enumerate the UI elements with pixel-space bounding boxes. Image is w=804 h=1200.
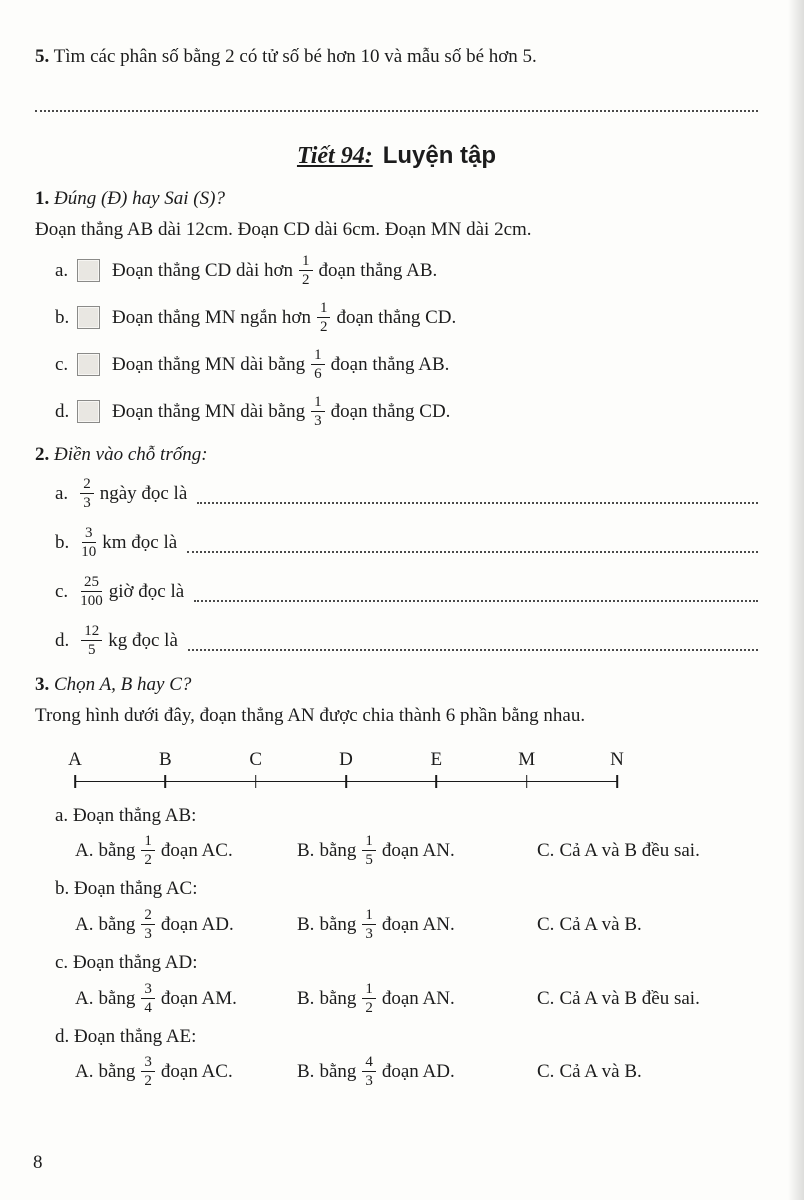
exercise-5-number: 5. bbox=[35, 46, 50, 67]
fraction-numerator: 1 bbox=[311, 347, 325, 365]
item-key: c. bbox=[55, 353, 69, 375]
item-unit-text: kg đọc là bbox=[108, 630, 178, 652]
item-text-pre: Đoạn thẳng MN ngắn hơn bbox=[112, 306, 311, 328]
tick-mark bbox=[165, 775, 167, 788]
question-2-prompt: Điền vào chỗ trống: bbox=[54, 443, 208, 465]
lesson-number: Tiết 94: bbox=[296, 142, 373, 169]
option-text-pre: bằng bbox=[319, 987, 357, 1009]
options-row bbox=[75, 904, 758, 946]
option-text-post: đoạn AN. bbox=[381, 840, 455, 862]
fraction-denominator: 100 bbox=[80, 593, 103, 610]
fraction-numerator: 2 bbox=[80, 476, 94, 494]
item-key: d. bbox=[55, 1025, 70, 1047]
option-text: Cả A và B đều sai. bbox=[559, 840, 700, 862]
question-1-number: 1. bbox=[35, 187, 50, 209]
item-text bbox=[112, 394, 450, 431]
q1-item-a bbox=[55, 251, 758, 291]
option-text-post: đoạn AD. bbox=[381, 1061, 455, 1083]
option-text-pre: bằng bbox=[319, 914, 357, 936]
number-line-figure bbox=[68, 745, 624, 791]
option-text-pre: bằng bbox=[319, 1061, 357, 1083]
option-B[interactable] bbox=[297, 907, 537, 944]
item-key: c. bbox=[55, 952, 69, 974]
point-label: N bbox=[610, 748, 624, 770]
item-key: d. bbox=[55, 630, 70, 652]
fraction bbox=[81, 525, 96, 562]
option-label: C. bbox=[537, 840, 555, 862]
fraction-numerator: 1 bbox=[362, 907, 376, 925]
option-text-pre: bằng bbox=[98, 987, 136, 1009]
fraction bbox=[80, 574, 103, 611]
item-text-pre: Đoạn thẳng MN dài bằng bbox=[112, 400, 306, 422]
point-label: B bbox=[158, 748, 172, 770]
exercise-5-text: Tìm các phân số bằng 2 có tử số bé hơn 10 và mẫu số bé hơn 5. bbox=[53, 46, 537, 67]
point-label: A bbox=[68, 748, 82, 770]
fraction bbox=[81, 623, 102, 660]
fraction bbox=[362, 1054, 376, 1091]
item-text-post: đoạn thẳng CD. bbox=[336, 306, 457, 328]
question-2-number: 2. bbox=[35, 443, 50, 465]
answer-line[interactable] bbox=[35, 110, 758, 112]
fraction bbox=[299, 253, 313, 290]
fraction bbox=[362, 981, 376, 1018]
tick-mark bbox=[255, 775, 257, 788]
option-text-post: đoạn AN. bbox=[381, 987, 455, 1009]
fraction-numerator: 2 bbox=[141, 907, 155, 925]
item-key: a. bbox=[55, 804, 69, 826]
q2-item-b bbox=[55, 523, 758, 564]
option-label: C. bbox=[537, 1061, 555, 1083]
option-text: Cả A và B đều sai. bbox=[559, 987, 700, 1009]
option-text-pre: bằng bbox=[98, 914, 136, 936]
option-B[interactable] bbox=[297, 981, 537, 1018]
q1-item-b bbox=[55, 298, 758, 338]
item-unit-text: ngày đọc là bbox=[99, 483, 188, 505]
options-row bbox=[75, 978, 758, 1020]
fraction-denominator: 3 bbox=[365, 926, 373, 943]
tick-mark bbox=[436, 775, 438, 788]
option-label: B. bbox=[297, 1061, 315, 1083]
fraction bbox=[311, 347, 325, 384]
item-text-pre: Đoạn thẳng MN dài bằng bbox=[112, 353, 306, 375]
question-3-prompt: Chọn A, B hay C? bbox=[54, 673, 192, 695]
fraction-denominator: 3 bbox=[314, 412, 322, 429]
fraction bbox=[141, 1054, 155, 1091]
options-row bbox=[75, 1051, 758, 1093]
q3-item-d bbox=[35, 1024, 758, 1094]
item-text-post: đoạn thẳng CD. bbox=[330, 400, 451, 422]
option-text-post: đoạn AC. bbox=[160, 1061, 233, 1083]
fraction-denominator: 5 bbox=[88, 642, 96, 659]
option-text-pre: bằng bbox=[98, 840, 136, 862]
q2-item-a bbox=[55, 474, 758, 515]
option-C[interactable] bbox=[537, 988, 758, 1010]
option-A[interactable] bbox=[75, 981, 297, 1018]
segment-label: Đoạn thẳng AD: bbox=[72, 952, 198, 974]
answer-checkbox[interactable] bbox=[77, 306, 100, 329]
item-text-pre: Đoạn thẳng CD dài hơn bbox=[112, 259, 294, 281]
lesson-name: Luyện tập bbox=[382, 141, 497, 169]
option-B[interactable] bbox=[297, 1054, 537, 1091]
option-C[interactable] bbox=[537, 914, 758, 936]
item-key: a. bbox=[55, 259, 69, 281]
exercise-5 bbox=[35, 44, 758, 112]
fraction-numerator: 1 bbox=[299, 253, 313, 271]
answer-line[interactable] bbox=[197, 502, 758, 504]
fraction-denominator: 3 bbox=[83, 495, 91, 512]
item-key: a. bbox=[55, 483, 69, 505]
question-3-intro: Trong hình dưới đây, đoạn thẳng AN được chia thành 6 phần bằng nhau. bbox=[35, 705, 586, 727]
fraction bbox=[317, 300, 331, 337]
answer-line[interactable] bbox=[194, 600, 758, 602]
fraction-denominator: 10 bbox=[81, 544, 97, 561]
fraction-denominator: 5 bbox=[365, 852, 373, 869]
q1-item-d bbox=[55, 392, 758, 432]
item-key: b. bbox=[55, 532, 70, 554]
item-key: d. bbox=[55, 400, 70, 422]
question-1-intro: Đoạn thẳng AB dài 12cm. Đoạn CD dài 6cm. Đoạn MN dài 2cm. bbox=[35, 219, 532, 241]
option-label: A. bbox=[75, 1061, 94, 1083]
option-label: B. bbox=[297, 840, 315, 862]
option-text-post: đoạn AN. bbox=[381, 914, 455, 936]
fraction-numerator: 1 bbox=[141, 833, 155, 851]
fraction-numerator: 12 bbox=[81, 623, 102, 641]
item-unit-text: km đọc là bbox=[102, 532, 178, 554]
fraction-denominator: 4 bbox=[144, 999, 152, 1016]
answer-line[interactable] bbox=[188, 649, 758, 651]
answer-line[interactable] bbox=[187, 551, 758, 553]
lesson-title bbox=[35, 142, 758, 170]
item-text bbox=[112, 300, 456, 337]
option-A[interactable] bbox=[75, 1054, 297, 1091]
fraction-numerator: 4 bbox=[362, 1054, 376, 1072]
answer-checkbox[interactable] bbox=[77, 353, 100, 376]
point-label: M bbox=[518, 748, 536, 770]
fraction bbox=[141, 981, 155, 1018]
fraction-numerator: 3 bbox=[141, 1054, 155, 1072]
fraction-denominator: 2 bbox=[144, 852, 152, 869]
fraction-numerator: 25 bbox=[81, 574, 102, 592]
tick-mark bbox=[345, 775, 347, 788]
fraction bbox=[141, 907, 155, 944]
fraction-denominator: 2 bbox=[319, 318, 328, 335]
answer-checkbox[interactable] bbox=[77, 259, 100, 282]
option-label: A. bbox=[75, 914, 94, 936]
point-label: E bbox=[430, 748, 443, 770]
option-B[interactable] bbox=[297, 833, 537, 870]
fraction-numerator: 3 bbox=[82, 525, 96, 543]
question-1-prompt: Đúng (Đ) hay Sai (S)? bbox=[54, 187, 225, 209]
question-2 bbox=[35, 442, 758, 662]
item-unit-text: giờ đọc là bbox=[108, 581, 185, 603]
question-3-number: 3. bbox=[35, 673, 50, 695]
fraction-numerator: 1 bbox=[362, 833, 376, 851]
q3-item-c bbox=[35, 950, 758, 1020]
fraction bbox=[141, 833, 155, 870]
fraction-denominator: 2 bbox=[365, 999, 373, 1016]
fraction bbox=[80, 476, 94, 513]
page-number: 8 bbox=[33, 1152, 43, 1173]
tick-mark bbox=[74, 775, 76, 788]
option-text-pre: bằng bbox=[319, 840, 357, 862]
fraction-denominator: 3 bbox=[144, 926, 152, 943]
option-label: A. bbox=[75, 840, 94, 862]
q1-item-c bbox=[55, 345, 758, 385]
tick-mark bbox=[616, 775, 618, 788]
option-A[interactable] bbox=[75, 907, 297, 944]
option-text-post: đoạn AD. bbox=[160, 914, 234, 936]
option-label: C. bbox=[537, 914, 555, 936]
option-label: B. bbox=[297, 987, 315, 1009]
q3-item-b bbox=[35, 876, 758, 946]
q2-item-c bbox=[55, 572, 758, 613]
item-text-post: đoạn thẳng AB. bbox=[330, 353, 450, 375]
fraction-numerator: 1 bbox=[362, 981, 376, 999]
fraction bbox=[311, 394, 325, 431]
option-text-pre: bằng bbox=[98, 1061, 136, 1083]
fraction-numerator: 1 bbox=[311, 394, 325, 412]
item-text bbox=[112, 347, 449, 384]
segment-label: Đoạn thẳng AE: bbox=[74, 1025, 197, 1047]
item-key: b. bbox=[55, 878, 70, 900]
option-C[interactable] bbox=[537, 1061, 758, 1083]
question-1 bbox=[35, 186, 758, 432]
fraction-denominator: 2 bbox=[302, 271, 310, 288]
fraction bbox=[362, 833, 376, 870]
option-text: Cả A và B. bbox=[559, 1061, 642, 1083]
fraction bbox=[362, 907, 376, 944]
segment-label: Đoạn thẳng AC: bbox=[74, 878, 198, 900]
fraction-numerator: 1 bbox=[317, 300, 331, 318]
option-label: C. bbox=[537, 987, 555, 1009]
q3-item-a bbox=[35, 803, 758, 873]
option-text-post: đoạn AM. bbox=[160, 987, 237, 1009]
q2-item-d bbox=[55, 621, 758, 662]
option-text: Cả A và B. bbox=[559, 914, 642, 936]
fraction-denominator: 2 bbox=[144, 1073, 152, 1090]
answer-checkbox[interactable] bbox=[77, 400, 100, 423]
item-key: b. bbox=[55, 306, 70, 328]
option-label: A. bbox=[75, 987, 94, 1009]
item-text bbox=[112, 253, 437, 290]
options-row bbox=[75, 830, 758, 872]
item-text-post: đoạn thẳng AB. bbox=[318, 259, 438, 281]
fraction-numerator: 3 bbox=[141, 981, 155, 999]
segment-label: Đoạn thẳng AB: bbox=[72, 804, 197, 826]
option-text-post: đoạn AC. bbox=[160, 840, 233, 862]
point-label: D bbox=[339, 748, 353, 770]
fraction-denominator: 6 bbox=[314, 365, 322, 382]
option-C[interactable] bbox=[537, 840, 758, 862]
question-3 bbox=[35, 672, 758, 1094]
tick-mark bbox=[526, 775, 528, 788]
fraction-denominator: 3 bbox=[365, 1073, 373, 1090]
point-label: C bbox=[249, 748, 262, 770]
item-key: c. bbox=[55, 581, 69, 603]
option-label: B. bbox=[297, 914, 315, 936]
option-A[interactable] bbox=[75, 833, 297, 870]
